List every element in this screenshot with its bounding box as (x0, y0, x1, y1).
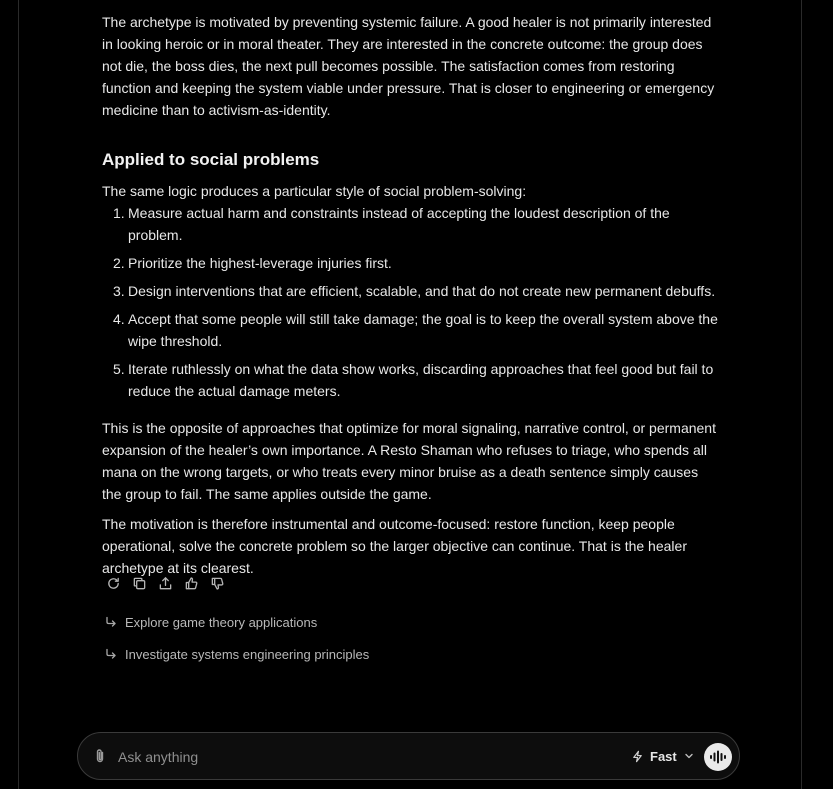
list-number: 4. (113, 311, 125, 327)
list-number: 2. (113, 255, 125, 271)
follow-up-arrow-icon (104, 615, 118, 629)
suggestion-item[interactable] (104, 610, 369, 634)
response-paragraph: The motivation is therefore instrumental and outcome-focused: restore function, keep people operational, solve the concrete problem so the larger objective can continue. That is the healer archetype at its clearest. (102, 516, 687, 576)
ask-input[interactable] (116, 745, 600, 769)
response-paragraph: The same logic produces a particular style of social problem-solving: (102, 183, 527, 199)
refresh-icon (106, 576, 121, 591)
list-item (113, 358, 720, 402)
list-item (113, 308, 720, 352)
lightning-bolt-icon (631, 750, 644, 763)
share-icon (158, 576, 173, 591)
follow-up-suggestions (104, 610, 369, 674)
list-item-text: Design interventions that are efficient, scalable, and that do not create new permanent debuffs. (128, 283, 716, 299)
list-number: 5. (113, 361, 125, 377)
list-item (113, 280, 720, 302)
paperclip-icon (91, 747, 109, 765)
list-number: 3. (113, 283, 125, 299)
list-item-text: Measure actual harm and constraints instead of accepting the loudest description of the problem. (128, 205, 670, 243)
list-item (113, 202, 720, 246)
chat-composer (77, 732, 740, 780)
regenerate-button[interactable] (104, 574, 122, 592)
dislike-button[interactable] (208, 574, 226, 592)
copy-button[interactable] (130, 574, 148, 592)
like-button[interactable] (182, 574, 200, 592)
list-item-text: Prioritize the highest-leverage injuries first. (128, 255, 392, 271)
attach-button[interactable] (91, 747, 109, 765)
voice-waveform-icon (709, 750, 727, 764)
numbered-list (102, 202, 720, 402)
assistant-response (102, 11, 720, 579)
mode-selector[interactable] (631, 746, 694, 766)
list-number: 1. (113, 205, 125, 221)
suggestion-item[interactable] (104, 642, 369, 666)
section-heading: Applied to social problems (102, 150, 320, 169)
list-item-text: Iterate ruthlessly on what the data show works, discarding approaches that feel good but fail to reduce the actual damage meters. (128, 361, 714, 399)
share-button[interactable] (156, 574, 174, 592)
thumbs-down-icon (210, 576, 225, 591)
chevron-down-icon (684, 751, 694, 761)
list-item-text: Accept that some people will still take damage; the goal is to keep the overall system above the wipe threshold. (128, 311, 718, 349)
suggestion-label: Investigate systems engineering principles (125, 646, 370, 662)
copy-icon (132, 576, 147, 591)
follow-up-arrow-icon (104, 647, 118, 661)
thumbs-up-icon (184, 576, 199, 591)
response-actions (104, 574, 226, 592)
suggestion-label: Explore game theory applications (125, 614, 318, 630)
mode-label: Fast (650, 748, 677, 764)
voice-mode-button[interactable] (704, 743, 732, 771)
response-paragraph: The archetype is motivated by preventing systemic failure. A good healer is not primarily interested in looking heroic or in moral theater. They are interested in the concrete outcome: the group does not die, the boss dies, the next pull becomes possible. The satisfaction comes from restoring function and keeping the system viable under pressure. That is closer to engineering or emergency medicine than to activism-as-identity. (102, 14, 715, 118)
response-paragraph: This is the opposite of approaches that optimize for moral signaling, narrative control, or permanent expansion of the healer’s own importance. A Resto Shaman who refuses to triage, who spends all mana on the wrong targets, or who treats every minor bruise as a death sentence simply causes the group to fail. The same applies outside the game. (102, 420, 716, 502)
list-item (113, 252, 720, 274)
